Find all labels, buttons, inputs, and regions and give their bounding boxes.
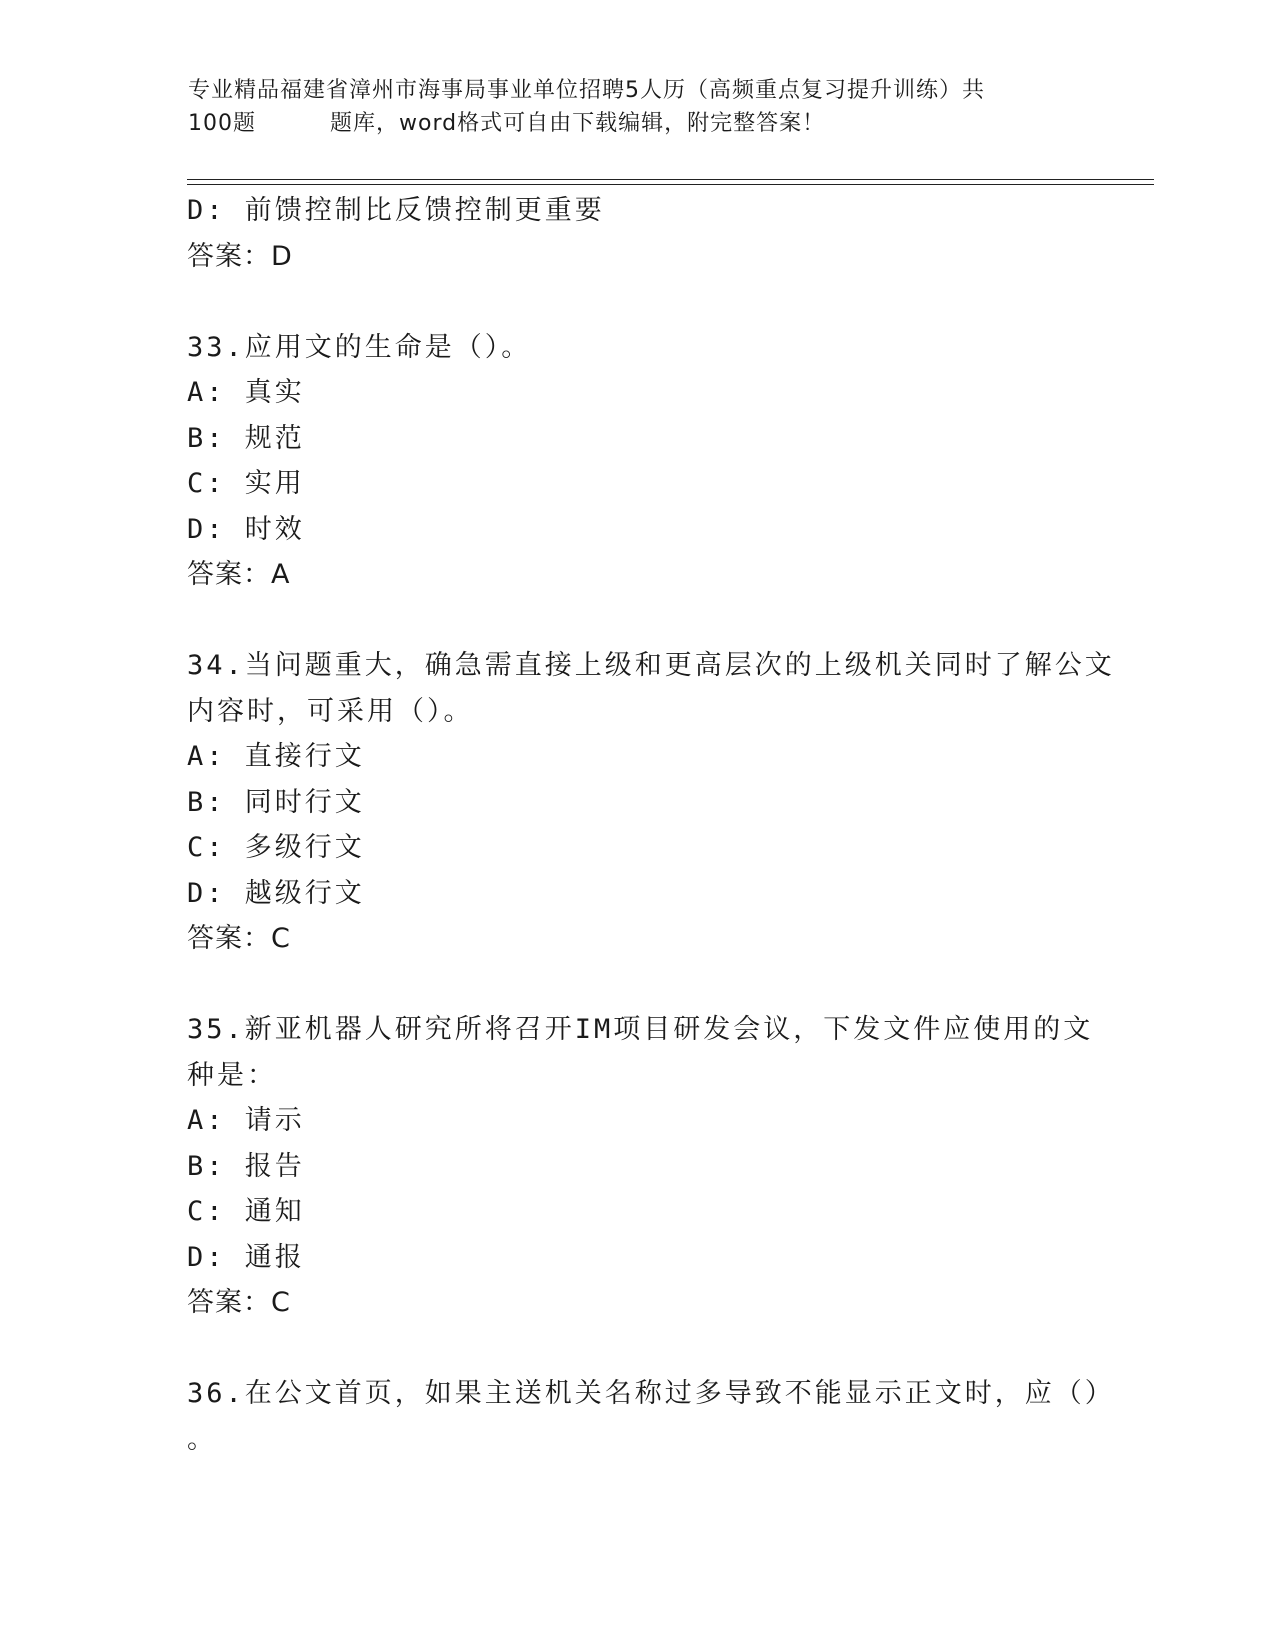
question-stem: 35.新亚机器人研究所将召开IM项目研发会议，下发文件应使用的文: [187, 1014, 1094, 1045]
option-d: D: 通报: [187, 1241, 305, 1273]
header-question-count: 100题: [188, 111, 256, 136]
header-line-2: [188, 107, 1088, 140]
option-c: C: 通知: [187, 1196, 305, 1227]
option-d: D: 越级行文: [187, 877, 365, 909]
option-b: B: 报告: [187, 1150, 305, 1182]
option-d: D: 时效: [187, 513, 305, 545]
question-stem: 34.当问题重大，确急需直接上级和更高层次的上级机关同时了解公文: [187, 650, 1115, 681]
option-a: A: 请示: [187, 1105, 305, 1136]
option-c: C: 实用: [187, 468, 305, 499]
question-stem-cont: 种是：: [187, 1059, 277, 1091]
answer: 答案：C: [187, 1287, 291, 1318]
option-a: A: 直接行文: [187, 741, 365, 772]
question-stem-cont: 内容时，可采用（）。: [187, 695, 474, 727]
page-header: [188, 74, 1088, 140]
header-divider-bottom: [187, 184, 1154, 185]
prev-question-option-d: D: 前馈控制比反馈控制更重要: [187, 195, 605, 226]
header-line-1: 专业精品福建省漳州市海事局事业单位招聘5人历（高频重点复习提升训练）共: [188, 78, 985, 103]
question-stem-cont: 。: [187, 1423, 217, 1455]
answer: 答案：A: [187, 559, 291, 590]
header-description: 题库，word格式可自由下载编辑，附完整答案！: [330, 111, 826, 136]
answer: 答案：C: [187, 923, 291, 954]
question-36: [187, 1371, 1115, 1462]
option-a: A: 真实: [187, 377, 305, 408]
question-34: [187, 643, 1115, 962]
question-35: [187, 1007, 1094, 1326]
option-b: B: 同时行文: [187, 786, 365, 818]
question-stem: 33.应用文的生命是（）。: [187, 331, 532, 363]
question-list: [187, 188, 1115, 1462]
question-33: [187, 325, 1087, 598]
question-stem: 36.在公文首页，如果主送机关名称过多导致不能显示正文时，应（）: [187, 1378, 1115, 1409]
prev-question-answer: 答案：D: [187, 240, 293, 272]
option-b: B: 规范: [187, 422, 305, 454]
option-c: C: 多级行文: [187, 832, 365, 863]
header-divider-top: [187, 179, 1154, 180]
